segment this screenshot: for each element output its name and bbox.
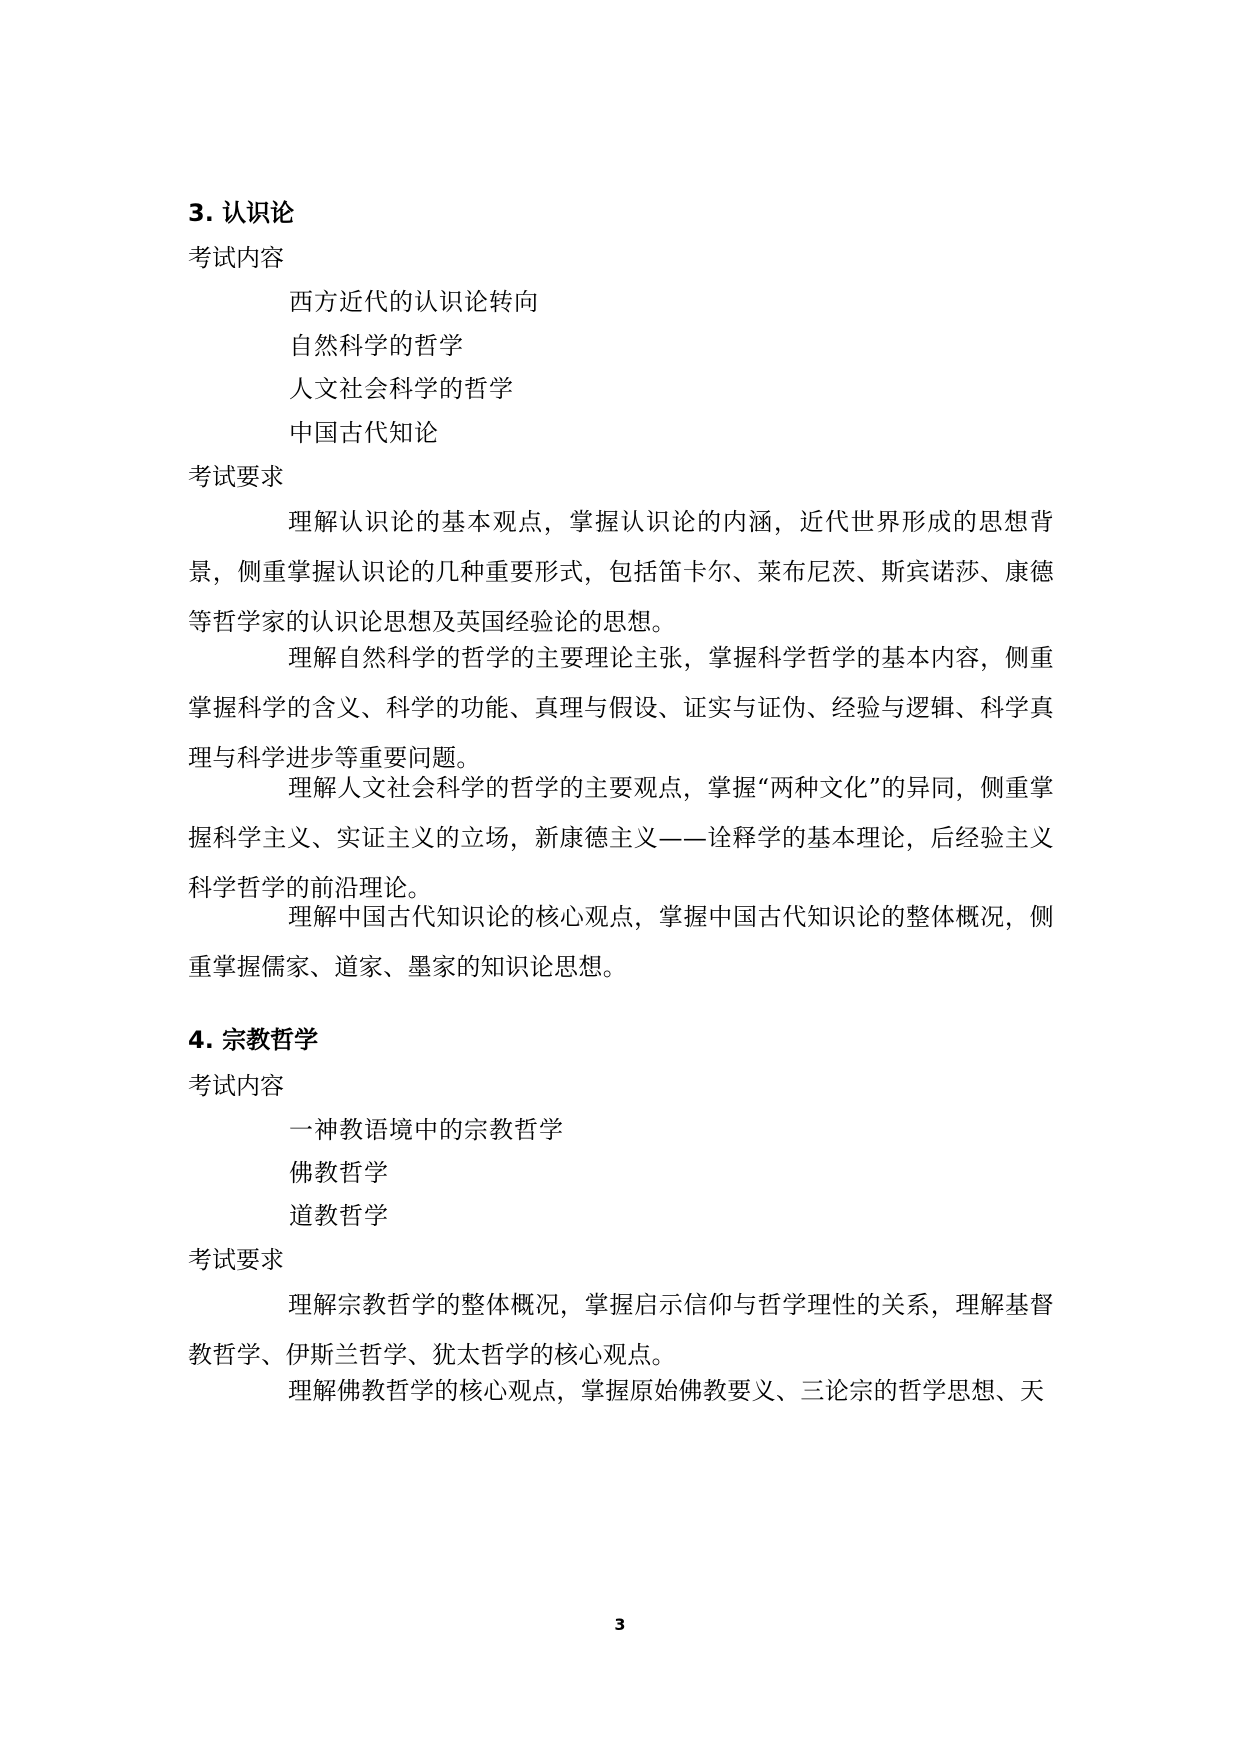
section-4-requirements-label: 考试要求	[188, 1246, 284, 1274]
section-3-requirements-label: 考试要求	[188, 463, 284, 491]
section-3-content-item: 中国古代知论	[289, 419, 439, 447]
section-3-heading: 3. 认识论	[188, 199, 295, 227]
section-3-content-item: 自然科学的哲学	[289, 332, 464, 360]
section-3-paragraph: 理解人文社会科学的哲学的主要观点，掌握“两种文化”的异同，侧重掌握科学主义、实证主义的立场，新康德主义——诠释学的基本理论，后经验主义科学哲学的前沿理论。	[188, 774, 1054, 902]
section-4-paragraph: 理解宗教哲学的整体概况，掌握启示信仰与哲学理性的关系，理解基督教哲学、伊斯兰哲学、犹太哲学的核心观点。	[188, 1291, 1054, 1369]
section-4-content-item: 道教哲学	[289, 1202, 389, 1230]
section-4-content-label: 考试内容	[188, 1072, 284, 1100]
section-4-paragraph: 理解佛教哲学的核心观点，掌握原始佛教要义、三论宗的哲学思想、天	[288, 1377, 1045, 1405]
section-4-heading: 4. 宗教哲学	[188, 1026, 319, 1054]
section-4-content-item: 佛教哲学	[289, 1159, 389, 1187]
section-3-paragraph: 理解中国古代知识论的核心观点，掌握中国古代知识论的整体概况，侧重掌握儒家、道家、墨家的知识论思想。	[188, 903, 1054, 981]
section-3-content-item: 人文社会科学的哲学	[289, 375, 514, 403]
page-number: 3	[614, 1615, 626, 1634]
section-3-content-item: 西方近代的认识论转向	[289, 288, 539, 316]
section-3-content-label: 考试内容	[188, 244, 284, 272]
section-3-paragraph: 理解认识论的基本观点，掌握认识论的内涵，近代世界形成的思想背景，侧重掌握认识论的几种重要形式，包括笛卡尔、莱布尼茨、斯宾诺莎、康德等哲学家的认识论思想及英国经验论的思想。	[188, 508, 1054, 636]
section-4-content-item: 一神教语境中的宗教哲学	[289, 1116, 564, 1144]
section-3-paragraph: 理解自然科学的哲学的主要理论主张，掌握科学哲学的基本内容，侧重掌握科学的含义、科学的功能、真理与假设、证实与证伪、经验与逻辑、科学真理与科学进步等重要问题。	[188, 644, 1054, 772]
